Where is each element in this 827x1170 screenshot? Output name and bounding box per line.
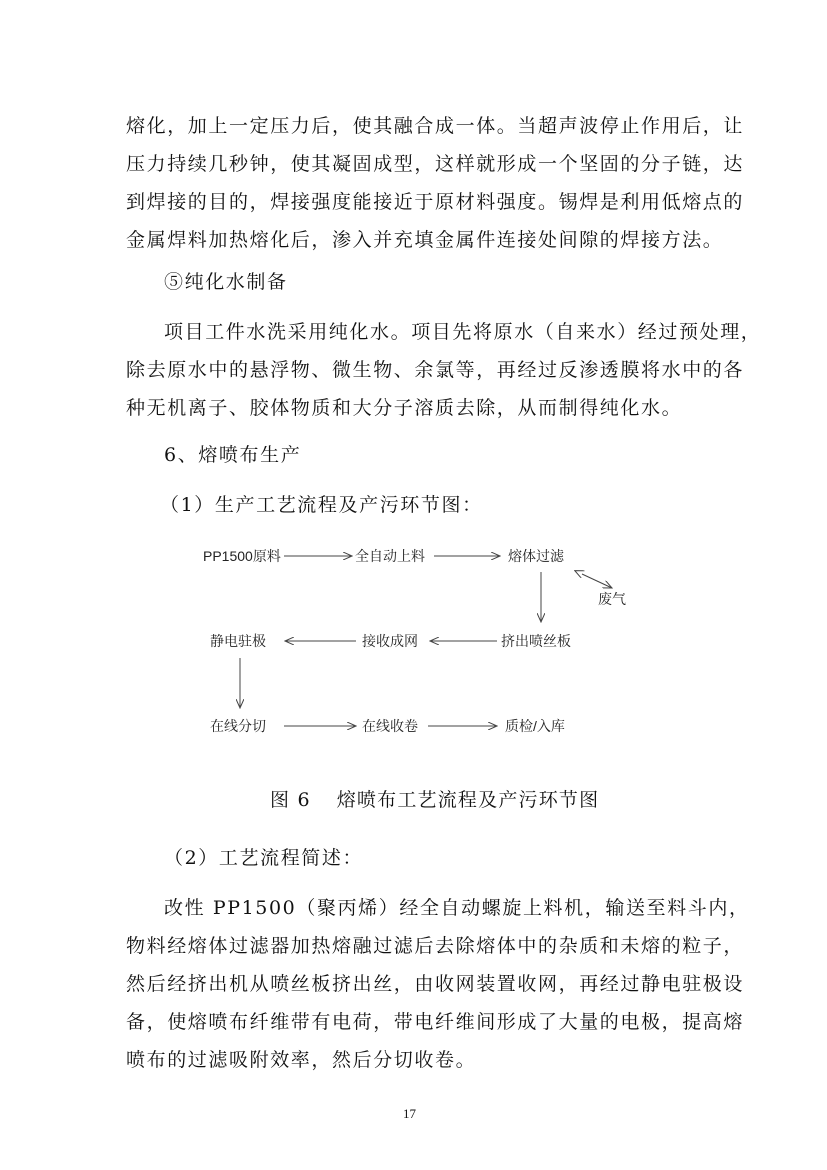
process-line-3: 然后经挤出机从喷丝板挤出丝，由收网装置收网，再经过静电驻极设	[126, 973, 745, 995]
process-line-2: 物料经熔体过滤器加热熔融过滤后去除熔体中的杂质和未熔的粒子，	[126, 935, 745, 957]
process-line-5: 喷布的过滤吸附效率，然后分切收卷。	[126, 1049, 477, 1071]
intro-line-3: 到焊接的目的，焊接强度能接近于原材料强度。锡焊是利用低熔点的	[126, 191, 745, 213]
node-extrude-spinneret: 挤出喷丝板	[501, 633, 571, 649]
node-online-winding: 在线收卷	[362, 718, 418, 734]
section5-line-3: 种无机离子、胶体物质和大分子溶质去除，从而制得纯化水。	[126, 397, 683, 419]
sub1-heading: （1）生产工艺流程及产污环节图：	[160, 494, 483, 516]
node-waste-gas: 废气	[598, 591, 626, 607]
arrow-waste-gas	[582, 574, 612, 588]
section5-heading: ⑤纯化水制备	[164, 271, 288, 293]
figure-number: 图 6	[270, 789, 311, 811]
section5-line-1: 项目工件水洗采用纯化水。项目先将原水（自来水）经过预处理，	[164, 321, 762, 343]
intro-line-2: 压力持续几秒钟，使其凝固成型，这样就形成一个坚固的分子链，达	[126, 153, 745, 175]
intro-line-4: 金属焊料加热熔化后，渗入并充填金属件连接处间隙的焊接方法。	[126, 229, 724, 251]
node-raw-material: PP1500原料	[203, 548, 281, 564]
node-electret: 静电驻极	[210, 633, 266, 649]
node-inspection-storage: 质检/入库	[505, 718, 565, 734]
node-auto-feeding: 全自动上料	[355, 548, 425, 564]
process-line-1: 改性 PP1500（聚丙烯）经全自动螺旋上料机，输送至料斗内，	[164, 897, 750, 919]
section6-heading: 6、熔喷布生产	[164, 444, 302, 466]
section5-line-2: 除去原水中的悬浮物、微生物、余氯等，再经过反渗透膜将水中的各	[126, 359, 745, 381]
page-number: 17	[403, 1106, 416, 1121]
figure-caption	[270, 788, 599, 812]
intro-line-1: 熔化，加上一定压力后，使其融合成一体。当超声波停止作用后，让	[126, 115, 745, 137]
sub2-heading: （2）工艺流程简述：	[164, 847, 364, 869]
node-melt-filter: 熔体过滤	[508, 548, 564, 564]
node-web-forming: 接收成网	[362, 633, 418, 649]
node-online-cutting: 在线分切	[210, 718, 266, 734]
process-line-4: 备，使熔喷布纤维带有电荷，带电纤维间形成了大量的电极，提高熔	[126, 1011, 745, 1033]
figure-title: 熔喷布工艺流程及产污环节图	[336, 789, 600, 811]
